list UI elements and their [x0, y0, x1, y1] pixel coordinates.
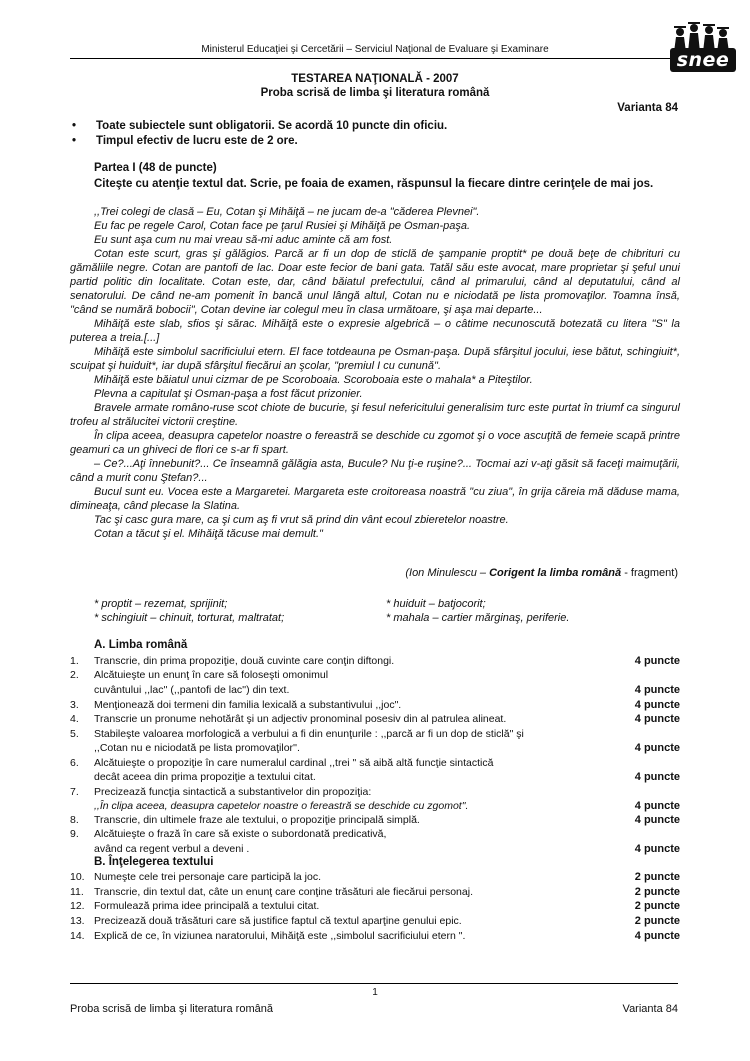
question-text: Formulează prima idee principală a textului citat.: [94, 900, 320, 912]
question-number: 10.: [70, 871, 85, 883]
question-points: 2 puncte: [634, 915, 680, 927]
text-paragraph: Eu sunt aşa cum nu mai vreau să-mi aduc aminte că am fost.: [94, 234, 393, 246]
text-paragraph: Bravele armate româno-ruse scot chiote de bucurie, şi fesul nefericitului generalisim turc este purtat în triumf ca singurul trofeu al strălucitei victorii creştine.: [70, 402, 680, 428]
question-text: ,,Cotan nu e niciodată pe lista promovaţilor''.: [94, 742, 300, 754]
source-author: (Ion Minulescu –: [405, 567, 490, 579]
question: [70, 669, 680, 683]
text-paragraph: Cotan este scurt, gras şi gălăgios. Parcă ar fi un dop de sticlă de şampanie proptit* pe două beţe de chibrituri cu gămăliile negre. Cotan are pantofi de lac. Doar este fecior de bani gata. Tatăl său este avocat, mare proprietar şi şeful unui partid politic din localitate. Cotan este, dar, când băiatul prefectului, când al primarului, când al deputatului, când al senatorului. De când ne-am pomenit în bancă unul lângă altul, Cotan nu e niciodată pe lista promovaţilor. Toamna însă, "când se numără bobocii", Cotan devine iar colegul meu în clasa următoare, şi aşa mai departe...: [70, 248, 680, 316]
question: [70, 771, 680, 785]
rule-item: • Timpul efectiv de lucru este de 2 ore.: [70, 134, 690, 149]
question-points: 4 puncte: [634, 713, 680, 725]
question-points: 4 puncte: [634, 843, 680, 855]
text-paragraph: În clipa aceea, deasupra capetelor noastre o fereastră se deschide cu zgomot şi o voce ascuţită de femeie scapă printre geamuri ca un ghiveci de flori ce s-ar fi spart.: [70, 430, 680, 456]
question: [70, 728, 680, 742]
text-source: [405, 567, 678, 579]
question-points: 4 puncte: [634, 684, 680, 696]
question-text: Explică de ce, în viziunea naratorului, Mihăiţă este ,,simbolul sacrificiului etern ".: [94, 930, 466, 942]
rules-list: [70, 119, 690, 149]
question-points: 4 puncte: [634, 800, 680, 812]
question: [70, 871, 680, 885]
question-text: decât aceea din prima propoziţie a textului citat.: [94, 771, 316, 783]
glossary-notes: [94, 597, 654, 625]
text-paragraph: ,,Trei colegi de clasă – Eu, Cotan şi Mihăiţă – ne jucam de-a "căderea Plevnei".: [94, 206, 480, 218]
section-a-heading: A. Limba română: [94, 639, 188, 651]
question-points: 2 puncte: [634, 900, 680, 912]
footer-variant: Varianta 84: [622, 1003, 678, 1015]
question: [70, 843, 680, 857]
question-number: 2.: [70, 669, 79, 681]
question: [70, 713, 680, 727]
question-number: 4.: [70, 713, 79, 725]
question: [70, 699, 680, 713]
question: [70, 828, 680, 842]
text-paragraph: Tac şi casc gura mare, ca şi cum aş fi vrut să prind din vânt ecoul zbieretelor noastre.: [94, 514, 509, 526]
question-points: 4 puncte: [634, 655, 680, 667]
exam-subtitle: Proba scrisă de limba şi literatura română: [260, 87, 490, 99]
question-text: Transcrie, din ultimele fraze ale textului, o propoziţie principală simplă.: [94, 814, 420, 826]
question-text: Transcrie, din prima propoziţie, două cuvinte care conţin diftongi.: [94, 655, 395, 667]
exam-title: TESTAREA NAŢIONALĂ - 2007: [291, 73, 459, 85]
question-text: Menţionează doi termeni din familia lexicală a substantivului ,,joc".: [94, 699, 402, 711]
part-heading: Partea I (48 de puncte): [94, 162, 217, 174]
rule-item: • Toate subiectele sunt obligatorii. Se acordă 10 puncte din oficiu.: [70, 119, 690, 134]
question: [70, 742, 680, 756]
question-number: 9.: [70, 828, 79, 840]
question-text: Alcătuieşte un enunţ în care să foloseşti omonimul: [94, 669, 329, 681]
question-text: având ca regent verbul a deveni .: [94, 843, 250, 855]
note: * huiduit – batjocorit;: [386, 598, 486, 610]
question-number: 8.: [70, 814, 79, 826]
question: [70, 655, 680, 669]
question-points: 4 puncte: [634, 699, 680, 711]
question-points: 4 puncte: [634, 742, 680, 754]
note: * schingiuit – chinuit, torturat, maltratat;: [94, 612, 285, 624]
logo-word: snee: [676, 49, 730, 71]
question-text: Stabileşte valoarea morfologică a verbului a fi din enunţurile : ,,parcă ar fi un dop de sticlă" şi: [94, 728, 524, 740]
question: [70, 886, 680, 900]
question: [70, 915, 680, 929]
question-number: 13.: [70, 915, 85, 927]
question-text: cuvântului ,,lac'' (,,pantofi de lac'') din text.: [94, 684, 290, 696]
question-number: 11.: [70, 886, 84, 898]
question-number: 6.: [70, 757, 79, 769]
text-paragraph: Plevna a capitulat şi Osman-paşa a fost făcut prizonier.: [94, 388, 363, 400]
question: [70, 800, 680, 814]
source-suffix: - fragment): [621, 567, 678, 579]
question-text: Alcătuieşte o propoziţie în care numeralul cardinal ,,trei " să aibă altă funcţie sintactică: [94, 757, 494, 769]
text-paragraph: Cotan a tăcut şi el. Mihăiţă tăcuse mai demult.": [94, 528, 323, 540]
ministry-header: Ministerul Educaţiei şi Cercetării – Serviciul Naţional de Evaluare şi Examinare: [201, 44, 549, 55]
literary-text: [70, 205, 680, 541]
question-text: Alcătuieşte o frază în care să existe o subordonată predicativă,: [94, 828, 387, 840]
question-number: 7.: [70, 786, 79, 798]
question: [70, 786, 680, 800]
question-text: Transcrie un pronume nehotărât şi un adjectiv pronominal posesiv din al patrulea alineat.: [94, 713, 507, 725]
page-number: 1: [372, 987, 378, 998]
question-points: 4 puncte: [634, 930, 680, 942]
question-points: 4 puncte: [634, 814, 680, 826]
question: [70, 900, 680, 914]
question-text: Transcrie, din textul dat, câte un enunţ care conţine trăsături ale fiecărui personaj.: [94, 886, 473, 898]
question-number: 3.: [70, 699, 79, 711]
question-text: Precizează funcţia sintactică a substantivelor din propoziţia:: [94, 786, 372, 798]
question: [70, 757, 680, 771]
note: * proptit – rezemat, sprijinit;: [94, 598, 228, 610]
text-paragraph: – Ce?...Aţi înnebunit?... Ce înseamnă gălăgia asta, Bucule? Nu ţi-e ruşine?... Tocmai azi v-aţi găsit să faceţi maimuţării, când a murit conu Ştefan?...: [70, 458, 680, 484]
question-text: ,,În clipa aceea, deasupra capetelor noastre o fereastră se deschide cu zgomot".: [94, 800, 469, 812]
question-text: Numeşte cele trei personaje care participă la joc.: [94, 871, 322, 883]
question-points: 2 puncte: [634, 886, 680, 898]
header-rule: [70, 58, 678, 59]
text-paragraph: Mihăiţă este băiatul unui cizmar de pe Scoroboaia. Scoroboaia este o mahala* a Piteştilor.: [94, 374, 533, 386]
question-number: 1.: [70, 655, 79, 667]
question-number: 12.: [70, 900, 85, 912]
text-paragraph: Eu fac pe regele Carol, Cotan face pe ţarul Rusiei şi Mihăiţă pe Osman-paşa.: [94, 220, 471, 232]
variant-label: Varianta 84: [617, 102, 678, 114]
question: [70, 684, 680, 698]
footer-title: Proba scrisă de limba şi literatura română: [70, 1003, 273, 1015]
note: * mahala – cartier mărginaş, periferie.: [386, 612, 570, 624]
question: [70, 930, 680, 944]
text-paragraph: Bucul sunt eu. Vocea este a Margaretei. Margareta este croitoreasa noastră "cu ziua", în grija căreia mă dăduse mama, dimineaţa, când plecase la Slatina.: [70, 486, 680, 512]
question-points: 2 puncte: [634, 871, 680, 883]
part-instruction: Citeşte cu atenţie textul dat. Scrie, pe foaia de examen, răspunsul la fiecare dintre cerinţele de mai jos.: [94, 178, 654, 190]
question: [70, 814, 680, 828]
snee-logo: [662, 20, 740, 78]
text-paragraph: Mihăiţă este simbolul sacrificiului etern. El face totdeauna pe Osman-paşa. După sfârşitul jocului, iese bătut, schingiuit*, scuipat şi huiduit*, iar după sfârşitul fiecărui an şcolar, "premiul I cu cunună".: [70, 346, 680, 372]
question-text: Precizează două trăsături care să justifice faptul că textul aparţine genului epic.: [94, 915, 462, 927]
text-paragraph: Mihăiţă este slab, sfios şi sărac. Mihăiţă este o expresie algebrică – o câtime necunoscută botezată cu litera "S" la puterea a treia.[...]: [70, 318, 680, 344]
question-number: 14.: [70, 930, 85, 942]
source-work: Corigent la limba română: [489, 567, 622, 579]
section-b-heading: B. Înţelegerea textului: [94, 856, 214, 868]
question-points: 4 puncte: [634, 771, 680, 783]
footer-rule: [70, 983, 678, 984]
question-number: 5.: [70, 728, 79, 740]
